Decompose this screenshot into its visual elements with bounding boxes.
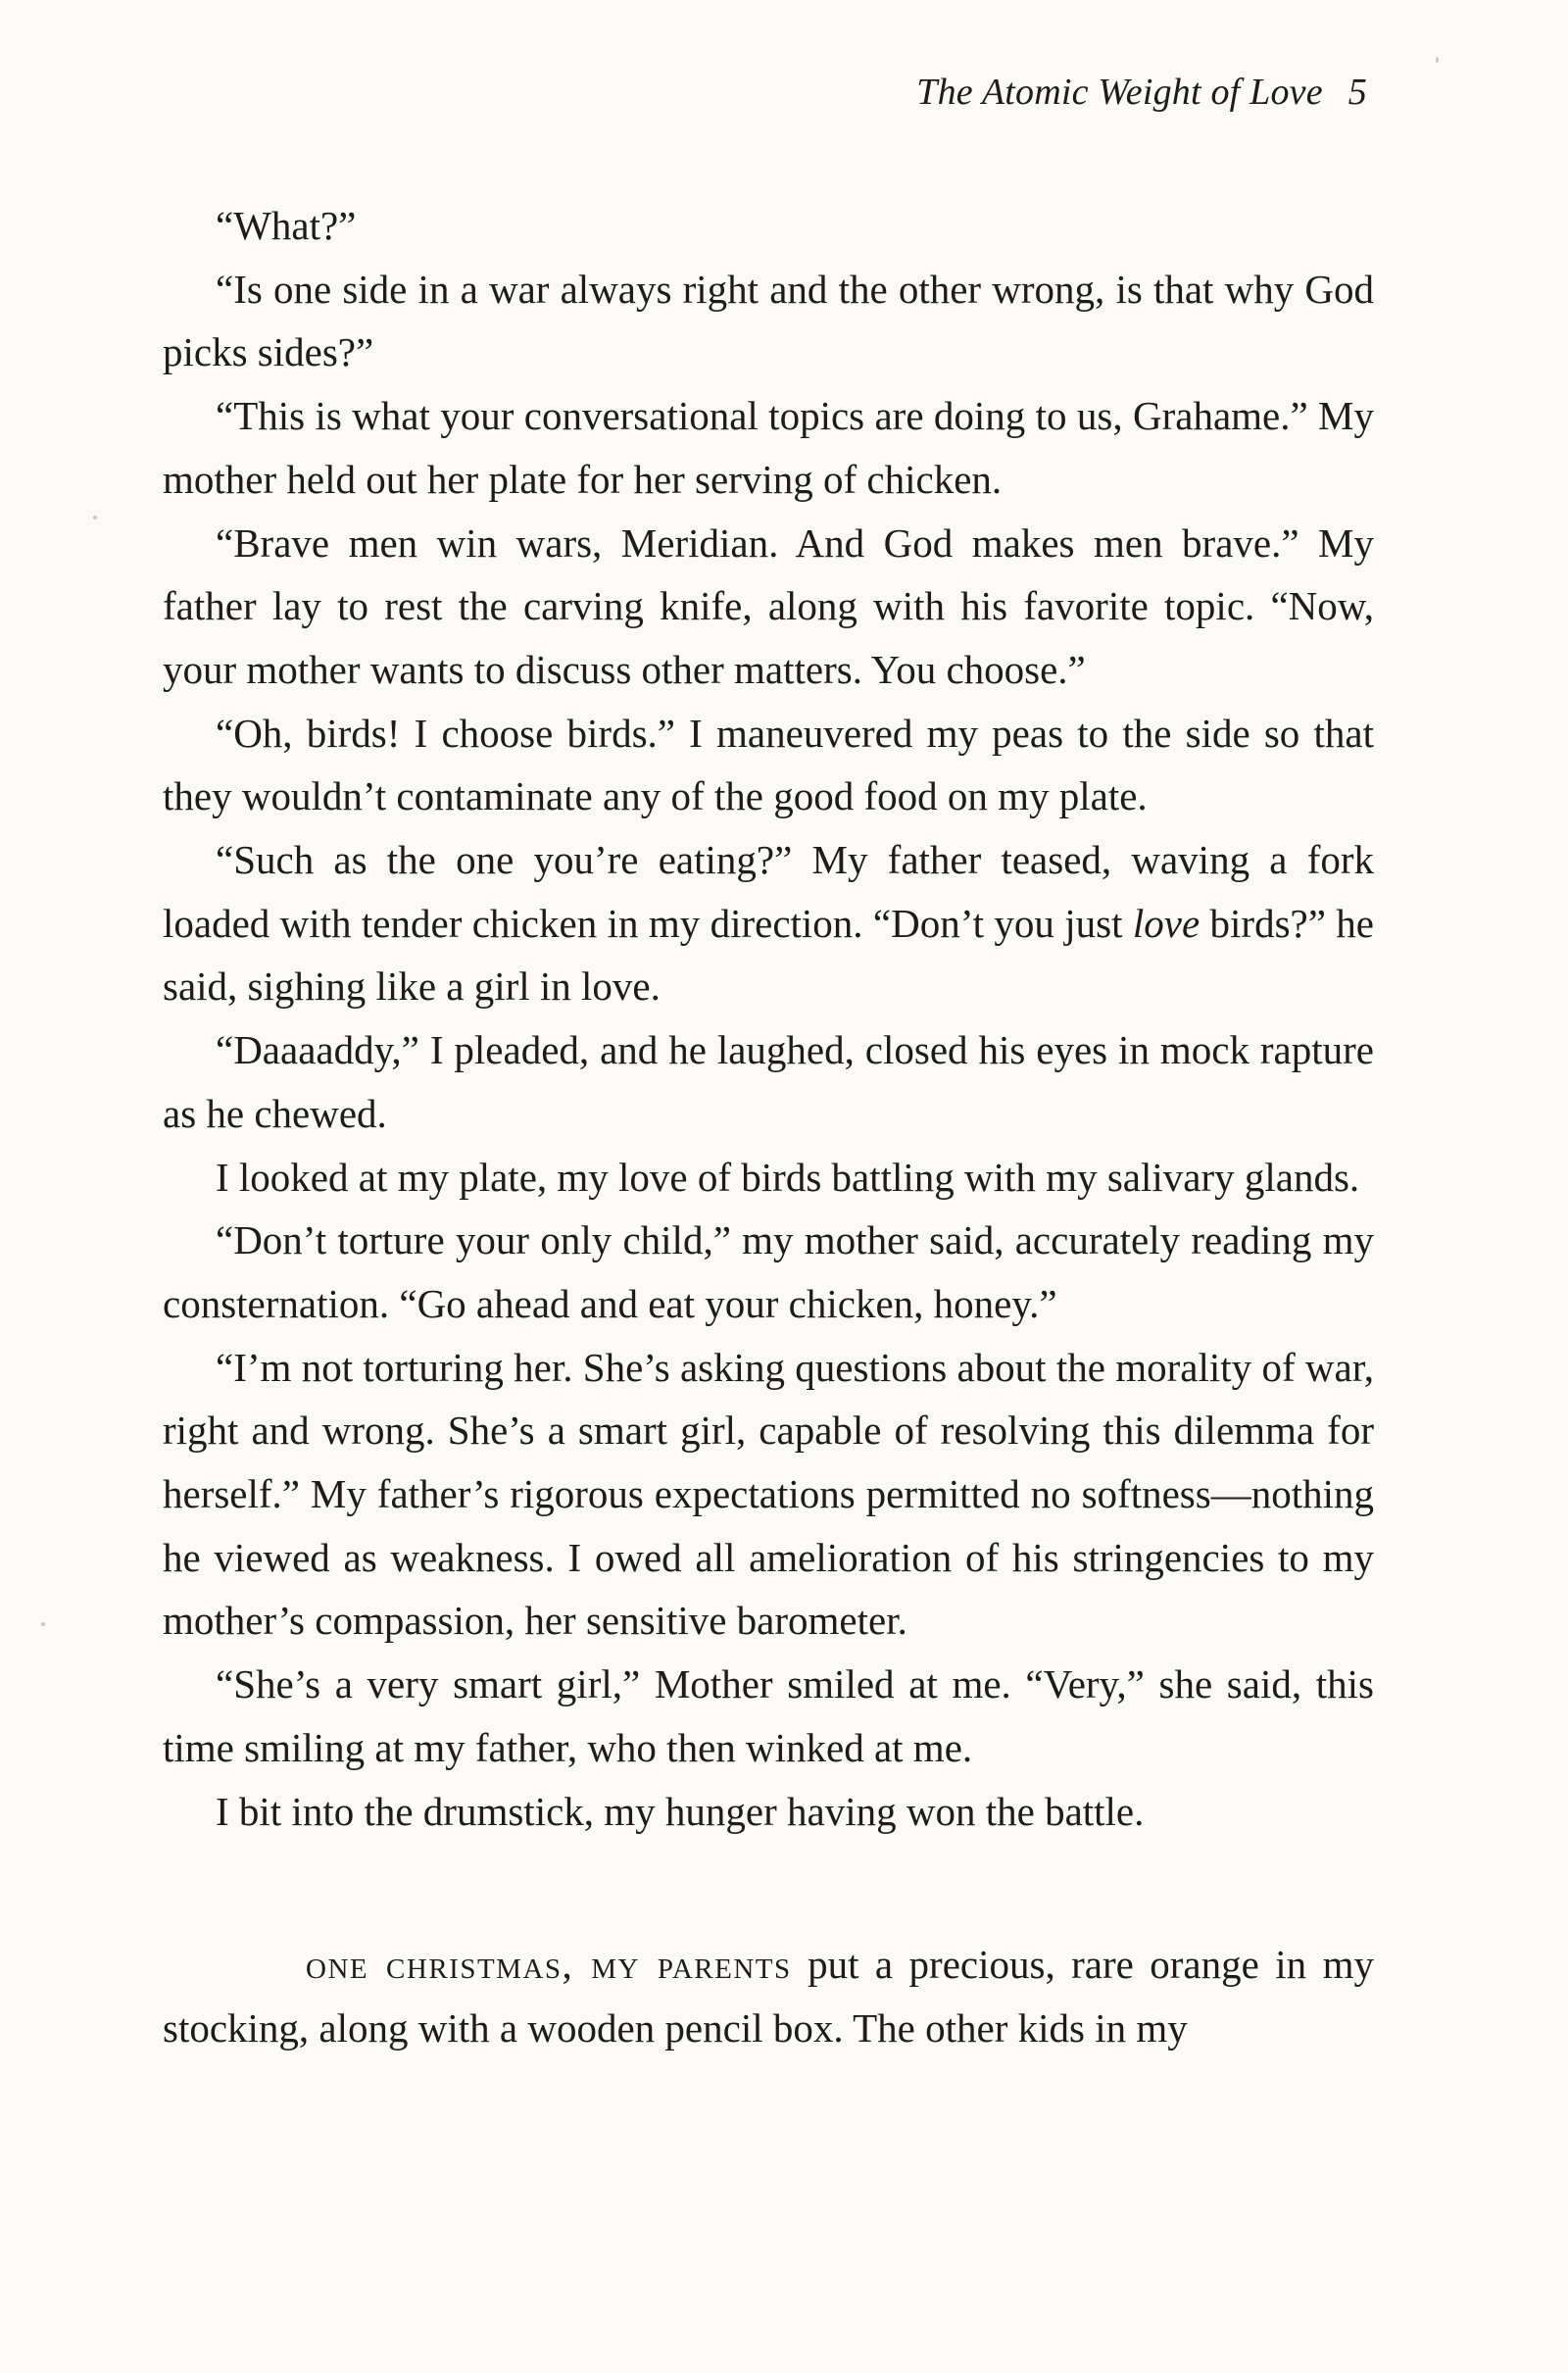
- paper-speck: [93, 516, 97, 519]
- section-opening-paragraph: [163, 1933, 1374, 2059]
- paragraph: “What?”: [216, 203, 357, 248]
- paragraph: “Oh, birds! I choose birds.” I maneuvered my peas to the side so that they wouldn’t contaminate any of the good food on my plate.: [163, 710, 1374, 819]
- paragraph: I bit into the drumstick, my hunger having won the battle.: [216, 1788, 1145, 1834]
- paragraph: “Is one side in a war always right and the other wrong, is that why God picks sides?”: [163, 266, 1374, 375]
- paragraph: [163, 828, 1374, 1018]
- book-title: The Atomic Weight of Love: [916, 72, 1323, 113]
- paragraph: I looked at my plate, my love of birds battling with my salivary glands.: [216, 1154, 1360, 1200]
- paragraph: “Don’t torture your only child,” my mother said, accurately reading my consternation. “Go ahead and eat your chicken, honey.”: [163, 1217, 1374, 1326]
- paragraph-text: birds?” he said, sighing like a girl in love.: [163, 900, 1374, 1010]
- emphasized-word: love: [1132, 900, 1200, 946]
- paragraph: “Daaaaddy,” I pleaded, and he laughed, closed his eyes in mock rapture as he chewed.: [163, 1027, 1374, 1136]
- paragraph-text: “Such as the one you’re eating?” My father teased, waving a fork loaded with tender chicken in my direction. “Don’t you just: [163, 837, 1374, 946]
- paragraph: “I’m not torturing her. She’s asking questions about the morality of war, right and wrong. She’s a smart girl, capable of resolving this dilemma for herself.” My father’s rigorous expectations permitted no softness—nothing he viewed as weakness. I owed all amelioration of his stringencies to my mother’s compassion, her sensitive barometer.: [163, 1344, 1374, 1644]
- page-number: 5: [1348, 72, 1367, 113]
- paragraph-text: put a precious, rare orange in my stocking, along with a wooden pencil box. The other kids in my: [163, 1942, 1374, 2051]
- paper-speck: [41, 1622, 45, 1626]
- running-head: [916, 71, 1367, 114]
- paragraph: “Brave men win wars, Meridian. And God makes men brave.” My father lay to rest the carving knife, along with his favorite topic. “Now, your mother wants to discuss other matters. You choose.”: [163, 519, 1374, 692]
- paragraph: “She’s a very smart girl,” Mother smiled at me. “Very,” she said, this time smiling at my father, who then winked at me.: [163, 1661, 1374, 1770]
- paper-speck: [1436, 57, 1439, 63]
- section-break: [163, 1843, 1374, 1933]
- smallcaps-lead-in: one christmas, my parents: [306, 1942, 792, 1988]
- body-text: [163, 194, 1374, 2060]
- paragraph: “This is what your conversational topics are doing to us, Grahame.” My mother held out her plate for her serving of chicken.: [163, 393, 1374, 502]
